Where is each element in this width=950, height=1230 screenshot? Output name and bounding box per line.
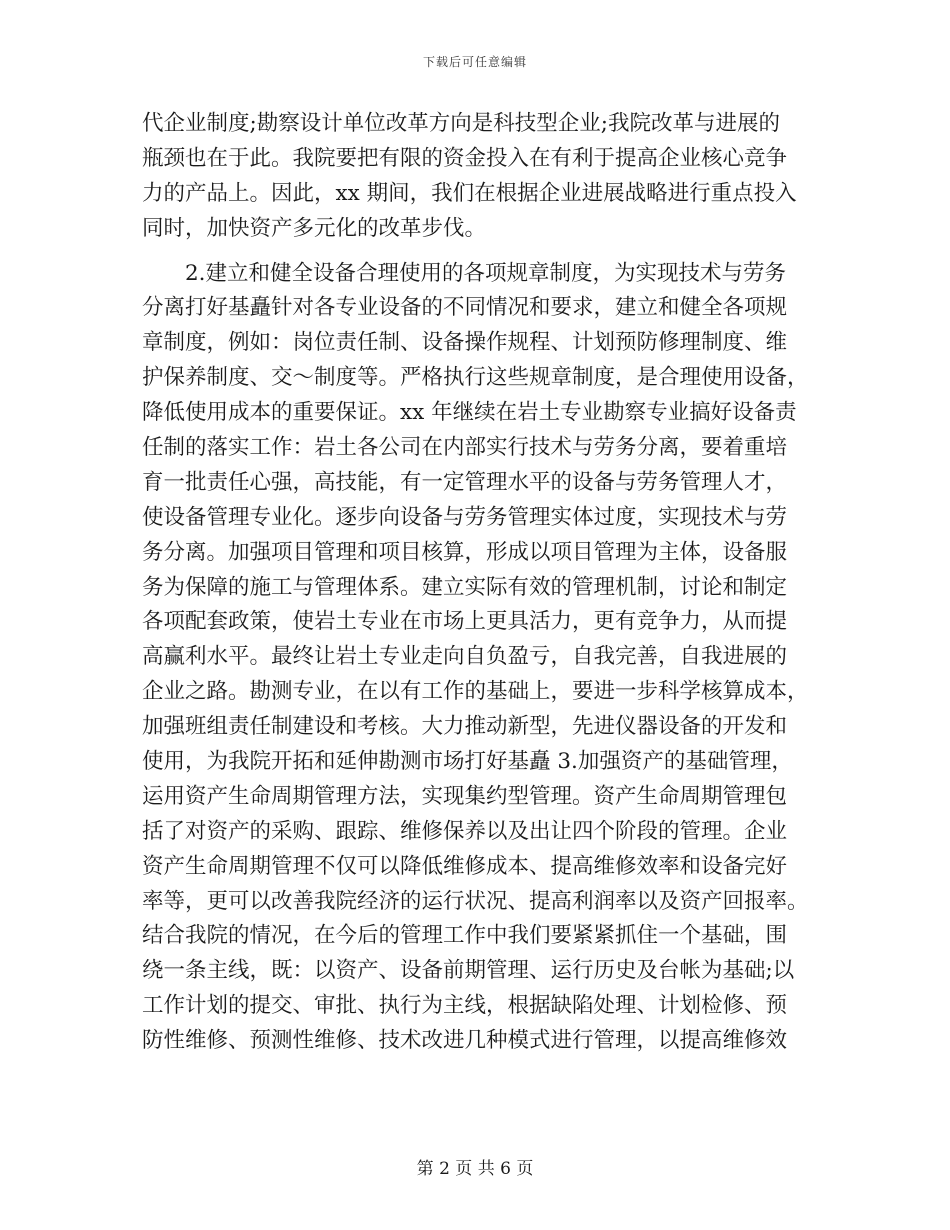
text-line: 加强班组责任制建设和考核。大力推动新型，先进仪器设备的开发和 [142,714,788,740]
text-line: 力的产品上。因此，xx 期间，我们在根据企业进展战略进行重点投入 [142,180,797,206]
text-line: 绕一条主线，既：以资产、设备前期管理、运行历史及台帐为基础;以 [142,958,795,984]
text-line: 务分离。加强项目管理和项目核算，形成以项目管理为主体，设备服 [142,539,788,565]
paragraph-gap [142,247,812,257]
text-line: 运用资产生命周期管理方法，实现集约型管理。资产生命周期管理包 [142,783,788,809]
text-line: 任制的落实工作：岩土各公司在内部实行技术与劳务分离，要着重培 [142,435,788,461]
text-line: 使设备管理专业化。逐步向设备与劳务管理实体过度，实现技术与劳 [142,504,788,530]
text-line: 资产生命周期管理不仅可以降低维修成本、提高维修效率和设备完好 [142,853,788,879]
paragraph [142,257,812,1059]
paragraph [142,107,812,247]
text-line: 章制度，例如：岗位责任制、设备操作规程、计划预防修理制度、维 [142,330,788,356]
text-line: 务为保障的施工与管理体系。建立实际有效的管理机制，讨论和制定 [142,574,788,600]
text-line: 2.建立和健全设备合理使用的各项规章制度，为实现技术与劳务 [142,260,787,286]
text-line: 瓶颈也在于此。我院要把有限的资金投入在有利于提高企业核心竞争 [142,145,788,171]
text-line: 率等，更可以改善我院经济的运行状况、提高利润率以及资产回报率。 [142,888,809,914]
page-footer: 第 2 页 共 6 页 [416,1159,534,1179]
page-header: 下载后可任意编辑 [422,55,527,69]
text-line: 防性维修、预测性维修、技术改进几种模式进行管理，以提高维修效 [142,1028,788,1054]
text-line: 使用，为我院开拓和延伸勘测市场打好基矗 3.加强资产的基础管理， [142,749,793,775]
text-line: 同时，加快资产多元化的改革步伐。 [142,215,487,241]
text-line: 分离打好基矗针对各专业设备的不同情况和要求，建立和健全各项规 [142,295,788,321]
text-line: 代企业制度;勘察设计单位改革方向是科技型企业;我院改革与进展的 [142,111,780,136]
text-line: 括了对资产的采购、跟踪、维修保养以及出让四个阶段的管理。企业 [142,818,788,844]
text-line: 各项配套政策，使岩土专业在市场上更具活力，更有竞争力，从而提 [142,609,788,635]
document-body [142,107,812,1059]
text-line: 结合我院的情况，在今后的管理工作中我们要紧紧抓住一个基础，围 [142,923,788,949]
text-line: 工作计划的提交、审批、执行为主线，根据缺陷处理、计划检修、预 [142,993,788,1019]
text-line: 育一批责任心强，高技能，有一定管理水平的设备与劳务管理人才， [142,469,788,495]
text-line: 护保养制度、交～制度等。严格执行这些规章制度，是合理使用设备， [142,365,809,391]
text-line: 高赢利水平。最终让岩土专业走向自负盈亏，自我完善，自我进展的 [142,644,788,670]
text-line: 降低使用成本的重要保证。xx 年继续在岩土专业勘察专业搞好设备责 [142,400,797,426]
text-line: 企业之路。勘测专业，在以有工作的基础上，要进一步科学核算成本， [142,679,809,705]
